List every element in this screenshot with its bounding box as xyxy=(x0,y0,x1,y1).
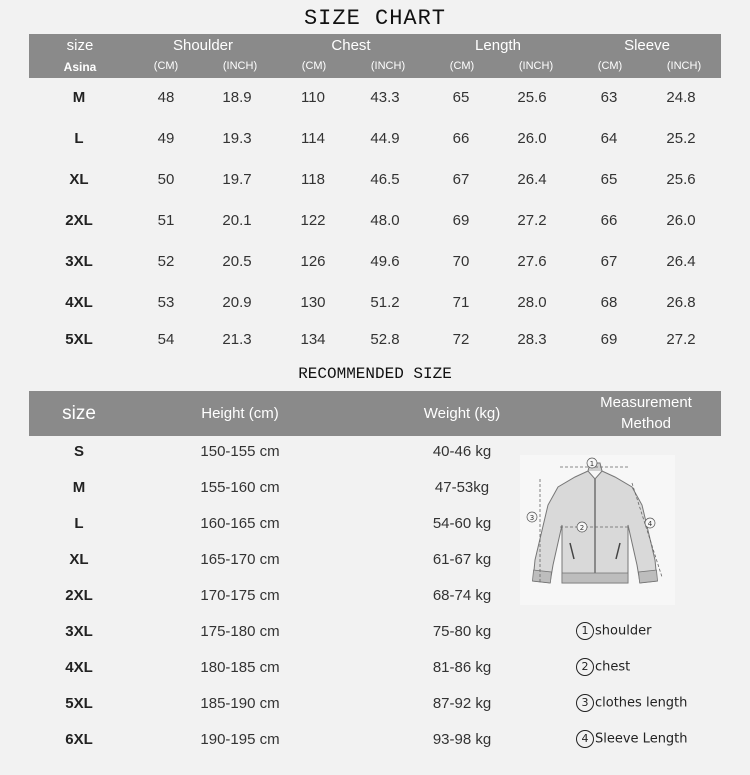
value-cell: 126 xyxy=(300,253,326,270)
header-unit-cm: (CM) xyxy=(597,60,623,72)
rec-height-cell: 190-195 cm xyxy=(200,731,280,748)
rec-size-cell: M xyxy=(72,479,86,496)
value-cell: 66 xyxy=(452,130,470,147)
value-cell: 19.3 xyxy=(222,130,252,147)
legend-label: chest xyxy=(595,659,631,675)
header-unit-inch: (INCH) xyxy=(518,60,554,72)
legend-item xyxy=(576,658,630,676)
rec-weight-cell: 47-53kg xyxy=(434,479,490,496)
header-size-label: size xyxy=(66,37,94,54)
svg-text:3: 3 xyxy=(529,514,535,522)
value-cell: 46.5 xyxy=(370,171,400,188)
value-cell: 70 xyxy=(452,253,470,270)
value-cell: 67 xyxy=(600,253,618,270)
header-method-line2: Method xyxy=(620,415,672,432)
value-cell: 64 xyxy=(600,130,618,147)
value-cell: 44.9 xyxy=(370,130,400,147)
value-cell: 21.3 xyxy=(222,331,252,348)
rec-height-cell: 155-160 cm xyxy=(200,479,280,496)
rec-size-cell: 6XL xyxy=(65,731,93,748)
value-cell: 52 xyxy=(157,253,175,270)
rec-size-cell: L xyxy=(74,515,84,532)
value-cell: 49 xyxy=(157,130,175,147)
rec-weight-cell: 68-74 kg xyxy=(432,587,492,604)
value-cell: 66 xyxy=(600,212,618,229)
value-cell: 134 xyxy=(300,331,326,348)
header-unit-inch: (INCH) xyxy=(222,60,258,72)
value-cell: 20.5 xyxy=(222,253,252,270)
value-cell: 52.8 xyxy=(370,331,400,348)
value-cell: 26.8 xyxy=(666,294,696,311)
header-group-shoulder: Shoulder xyxy=(172,37,234,54)
size-chart-header xyxy=(29,34,721,78)
header-group-sleeve: Sleeve xyxy=(624,37,670,54)
value-cell: 26.4 xyxy=(666,253,696,270)
recommended-header xyxy=(29,391,721,436)
header-group-chest: Chest xyxy=(331,37,371,54)
legend-number-icon: 4 xyxy=(576,730,594,748)
rec-height-cell: 165-170 cm xyxy=(200,551,280,568)
value-cell: 25.6 xyxy=(666,171,696,188)
rec-weight-cell: 54-60 kg xyxy=(432,515,492,532)
header-unit-cm: (CM) xyxy=(449,60,475,72)
header-height: Height (cm) xyxy=(201,405,279,422)
value-cell: 24.8 xyxy=(666,89,696,106)
size-cell: 3XL xyxy=(65,253,93,270)
header-weight: Weight (kg) xyxy=(423,405,501,422)
rec-height-cell: 170-175 cm xyxy=(200,587,280,604)
value-cell: 28.0 xyxy=(517,294,547,311)
size-cell: 5XL xyxy=(65,331,93,348)
rec-weight-cell: 93-98 kg xyxy=(432,731,492,748)
rec-height-cell: 185-190 cm xyxy=(200,695,280,712)
value-cell: 67 xyxy=(452,171,470,188)
value-cell: 72 xyxy=(452,331,470,348)
jacket-measurement-diagram xyxy=(520,455,675,605)
rec-weight-cell: 75-80 kg xyxy=(432,623,492,640)
rec-size-cell: 4XL xyxy=(65,659,93,676)
value-cell: 27.2 xyxy=(517,212,547,229)
rec-size-cell: XL xyxy=(69,551,89,568)
rec-height-cell: 150-155 cm xyxy=(200,443,280,460)
value-cell: 48 xyxy=(157,89,175,106)
header-size: size xyxy=(62,403,96,424)
rec-weight-cell: 40-46 kg xyxy=(432,443,492,460)
value-cell: 26.0 xyxy=(517,130,547,147)
rec-weight-cell: 61-67 kg xyxy=(432,551,492,568)
rec-weight-cell: 81-86 kg xyxy=(432,659,492,676)
value-cell: 51.2 xyxy=(370,294,400,311)
legend-item xyxy=(576,622,651,640)
size-cell: L xyxy=(74,130,84,147)
value-cell: 43.3 xyxy=(370,89,400,106)
rec-height-cell: 175-180 cm xyxy=(200,623,280,640)
header-unit-cm: (CM) xyxy=(301,60,327,72)
legend-number-icon: 1 xyxy=(576,622,594,640)
value-cell: 27.6 xyxy=(517,253,547,270)
legend-label: Sleeve Length xyxy=(595,731,688,747)
svg-text:4: 4 xyxy=(647,520,653,528)
svg-text:2: 2 xyxy=(579,524,585,532)
value-cell: 122 xyxy=(300,212,326,229)
header-unit-cm: (CM) xyxy=(153,60,179,72)
legend-label: clothes length xyxy=(595,695,688,711)
header-unit-inch: (INCH) xyxy=(370,60,406,72)
value-cell: 118 xyxy=(301,171,325,188)
value-cell: 25.2 xyxy=(666,130,696,147)
recommended-size-title: RECOMMENDED SIZE xyxy=(298,365,452,383)
rec-size-cell: S xyxy=(73,443,85,460)
value-cell: 65 xyxy=(452,89,470,106)
value-cell: 130 xyxy=(300,294,326,311)
header-method-line1: Measurement xyxy=(600,394,692,411)
size-cell: M xyxy=(72,89,86,106)
header-group-length: Length xyxy=(475,37,521,54)
rec-size-cell: 3XL xyxy=(65,623,93,640)
value-cell: 114 xyxy=(301,130,325,147)
rec-size-cell: 5XL xyxy=(65,695,93,712)
value-cell: 68 xyxy=(600,294,618,311)
legend-number-icon: 2 xyxy=(576,658,594,676)
value-cell: 54 xyxy=(157,331,175,348)
value-cell: 63 xyxy=(600,89,618,106)
size-chart-title: SIZE CHART xyxy=(303,6,447,31)
value-cell: 69 xyxy=(600,331,618,348)
value-cell: 27.2 xyxy=(666,331,696,348)
legend-label: shoulder xyxy=(595,623,652,639)
value-cell: 71 xyxy=(452,294,470,311)
size-cell: XL xyxy=(69,171,89,188)
rec-size-cell: 2XL xyxy=(65,587,93,604)
value-cell: 18.9 xyxy=(222,89,252,106)
value-cell: 20.1 xyxy=(222,212,252,229)
value-cell: 50 xyxy=(157,171,175,188)
size-cell: 2XL xyxy=(65,212,93,229)
value-cell: 28.3 xyxy=(517,331,547,348)
value-cell: 26.0 xyxy=(666,212,696,229)
value-cell: 48.0 xyxy=(370,212,400,229)
value-cell: 20.9 xyxy=(222,294,252,311)
rec-height-cell: 160-165 cm xyxy=(200,515,280,532)
value-cell: 51 xyxy=(157,212,175,229)
header-unit-inch: (INCH) xyxy=(666,60,702,72)
value-cell: 65 xyxy=(600,171,618,188)
rec-height-cell: 180-185 cm xyxy=(200,659,280,676)
legend-item xyxy=(576,730,688,748)
value-cell: 110 xyxy=(301,89,325,106)
value-cell: 53 xyxy=(157,294,175,311)
rec-weight-cell: 87-92 kg xyxy=(432,695,492,712)
value-cell: 25.6 xyxy=(517,89,547,106)
legend-number-icon: 3 xyxy=(576,694,594,712)
svg-text:1: 1 xyxy=(589,460,595,468)
legend-item xyxy=(576,694,687,712)
value-cell: 69 xyxy=(452,212,470,229)
header-brand: Asina xyxy=(63,60,97,74)
value-cell: 26.4 xyxy=(517,171,547,188)
value-cell: 19.7 xyxy=(222,171,252,188)
value-cell: 49.6 xyxy=(370,253,400,270)
size-cell: 4XL xyxy=(65,294,93,311)
